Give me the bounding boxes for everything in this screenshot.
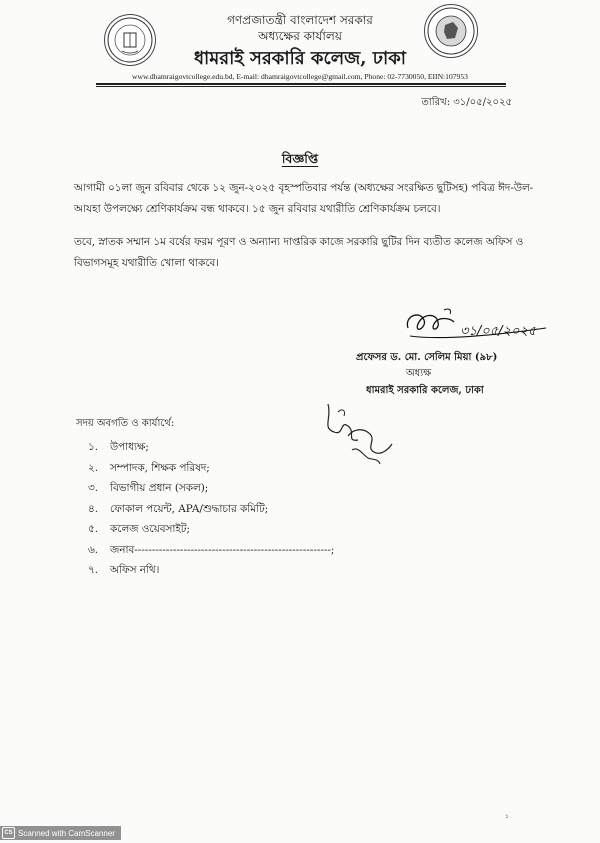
contact-info: www.dhamraigovtcollege.edu.bd, E-mail: dhamraigovtcollege@gmail.com, Phone: 02-7730050, EIIN:107953 [132, 72, 468, 81]
notice-title [0, 148, 600, 171]
college-name: ধামরাই সরকারি কলেজ, ঢাকা [193, 48, 407, 69]
notice-paragraph-1: আগামী ০১লা জুন রবিবার থেকে ১২ জুন-২০২৫ বৃহস্পতিবার পর্যন্ত (অধ্যক্ষের সংরক্ষিত ছুটিসহ) পবিত্র ঈদ-উল-আযহা উপলক্ষ্যে শ্রেণিকার্যক্রম বন্ধ থাকবে। ১৫ জুন রবিবার যথারীতি শ্রেণিকার্যক্রম চলবে। [74, 182, 534, 215]
scanner-watermark [0, 826, 121, 840]
signer-title: অধ্যক্ষ [406, 368, 432, 379]
notice-paragraph-2: তবে, স্নাতক সম্মান ১ম বর্ষের ফরম পূরণ ও অন্যান্য দাপ্তরিক কাজে সরকারি ছুটির দিন ব্যতীত কলেজ অফিস ও বিভাগসমূহ যথারীতি খোলা থাকবে। [74, 236, 524, 269]
signature-date: ৩১/০৫/২০২৫ [460, 324, 537, 339]
distribution-item: ৭. অফিস নথি। [88, 564, 160, 576]
scanner-label: Scanned with CamScanner [18, 828, 115, 838]
signer-name: প্রফেসর ড. মো. সেলিম মিয়া (৯৮) [356, 352, 498, 363]
government-title: গণপ্রজাতন্ত্রী বাংলাদেশ সরকার [227, 13, 373, 27]
distribution-item: ১. উপাধ্যক্ষ; [88, 441, 149, 453]
header-divider-thin [96, 86, 506, 87]
distribution-list [88, 440, 334, 584]
page-number: ১ [505, 813, 509, 820]
signer-organization: ধামরাই সরকারি কলেজ, ঢাকা [366, 385, 484, 396]
camscanner-icon: CS [2, 827, 15, 839]
distribution-item: ৩. বিভাগীয় প্রধান (সকল); [88, 482, 209, 494]
distribution-item: ৫. কলেজ ওয়েবসাইট; [88, 523, 190, 535]
distribution-item: ৬. জনাব--------------------------------------------------------; [88, 543, 335, 556]
distribution-heading: সদয় অবগতি ও কার্যার্থে: [76, 418, 175, 429]
office-title: অধ্যক্ষের কার্যালয় [258, 29, 342, 43]
header-divider [96, 83, 506, 85]
notice-title-text: বিজ্ঞপ্তি [281, 151, 319, 166]
distribution-item: ২. সম্পাদক, শিক্ষক পরিষদ; [88, 461, 210, 474]
notice-date: তারিখ: ৩১/০৫/২০২৫ [421, 97, 512, 108]
distribution-item: ৪. ফোকাল পয়েন্ট, APA/শুদ্ধাচার কমিটি; [88, 502, 269, 515]
